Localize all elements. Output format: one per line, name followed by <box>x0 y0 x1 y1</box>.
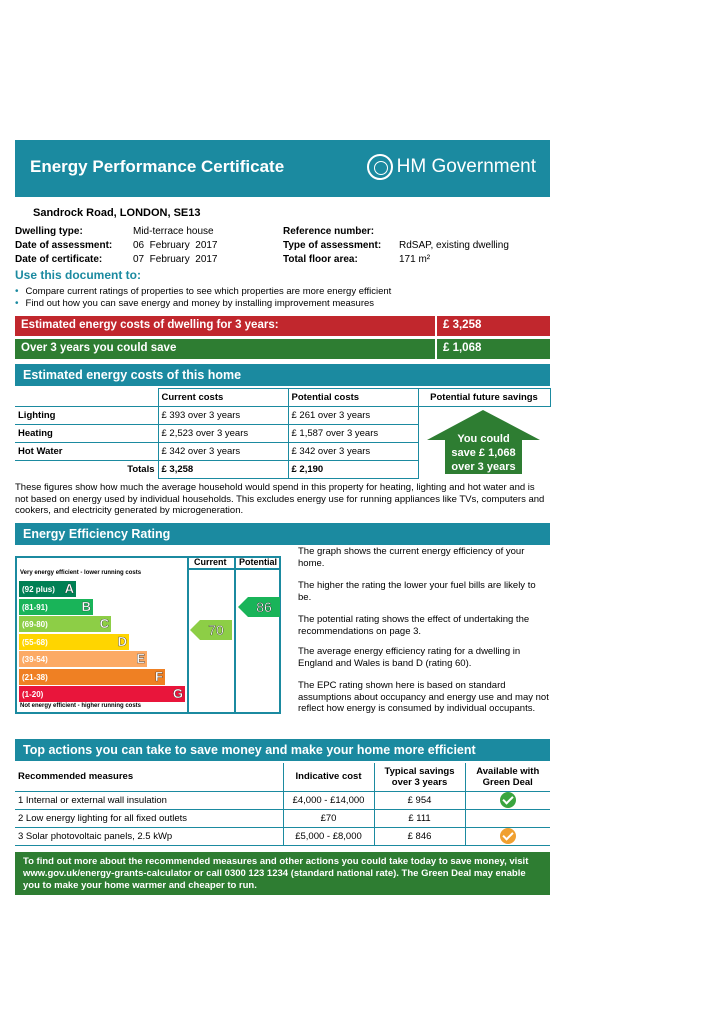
reference-label: Reference number: <box>283 226 375 237</box>
eer-section-title: Energy Efficiency Rating <box>15 523 550 545</box>
header-green-deal: Available with Green Deal <box>465 763 550 791</box>
dwelling-type-label: Dwelling type: <box>15 226 83 237</box>
eer-band-f: (21-38) F <box>19 669 165 685</box>
eer-band-g: (1-20) G <box>19 686 185 702</box>
header-measures: Recommended measures <box>15 763 283 791</box>
epc-header <box>15 140 550 197</box>
eer-text: The higher the rating the lower your fuel bills are likely to be. <box>298 580 536 603</box>
eer-potential-header: Potential <box>239 557 278 567</box>
bullet-icon: • <box>15 286 19 297</box>
header-current: Current costs <box>158 389 288 407</box>
savings-bar: Over 3 years you could save £ 1,068 <box>15 339 550 359</box>
table-row: 3 Solar photovoltaic panels, 2.5 kWp £5,000 - £8,000 £ 846 <box>15 827 550 845</box>
eer-band-c: (69-80) C <box>19 616 111 632</box>
header-cost: Indicative cost <box>283 763 374 791</box>
table-row: Hot Water £ 342 over 3 years £ 342 over 3 years <box>15 443 550 461</box>
eer-top-note: Very energy efficient - lower running costs <box>20 570 142 576</box>
list-item: • Compare current ratings of properties to see which properties are more energy efficient <box>15 286 392 297</box>
use-document-title: Use this document to: <box>15 268 142 282</box>
eer-text: The average energy efficiency rating for a dwelling in England and Wales is band D (rating 60). <box>298 646 521 669</box>
dwelling-type-value: Mid-terrace house <box>133 226 214 237</box>
table-row: 2 Low energy lighting for all fixed outlets £70 £ 111 <box>15 809 550 827</box>
property-address: Sandrock Road, LONDON, SE13 <box>33 207 201 219</box>
eer-current-value: 70 <box>208 622 224 638</box>
page-title: Energy Performance Certificate <box>30 157 285 176</box>
certificate-date-label: Date of certificate: <box>15 254 103 265</box>
hm-government-logo <box>367 154 536 180</box>
eer-potential-marker <box>238 597 280 617</box>
costs-note: These figures show how much the average household would spend in this property for heating, lighting and hot water and is not based on energy used by individual households. This excludes energy use for running appliances like TVs, computers and cookers, and electricity generated by microgeneration. <box>15 482 545 516</box>
costs-section-title: Estimated energy costs of this home <box>15 364 550 386</box>
green-deal-tick-icon <box>500 828 516 844</box>
floor-area-value: 171 m² <box>399 254 431 265</box>
table-row: Heating £ 2,523 over 3 years £ 1,587 over 3 years <box>15 425 550 443</box>
certificate-date-value: 07 February 2017 <box>133 254 218 265</box>
eer-potential-value: 86 <box>256 599 272 615</box>
header-future: Potential future savings <box>418 389 550 407</box>
eer-band-e: (39-54) E <box>19 651 147 667</box>
header-savings: Typical savings over 3 years <box>374 763 465 791</box>
green-deal-tick-icon <box>500 792 516 808</box>
assessment-date-label: Date of assessment: <box>15 240 113 251</box>
eer-current-header: Current <box>194 557 227 567</box>
eer-current-marker <box>190 620 232 640</box>
actions-table <box>15 763 550 846</box>
eer-text: The EPC rating shown here is based on standard assumptions about occupancy and energy use and may not reflect how energy is consumed by individual occupants. <box>298 680 549 714</box>
savings-arrow-text: You could save £ 1,068 over 3 years <box>451 433 516 473</box>
crown-crest-icon <box>367 154 393 180</box>
footer-info: To find out more about the recommended measures and other actions you could take today to save money, visit www.gov.uk/energy-grants-calculator or call 0300 123 1234 (standard national rate). The Green Deal may enable you to make your home warmer and cheaper to run. <box>15 852 550 895</box>
assessment-type-label: Type of assessment: <box>283 240 382 251</box>
header-potential: Potential costs <box>288 389 418 407</box>
eer-bottom-note: Not energy efficient - higher running costs <box>20 703 142 709</box>
floor-area-label: Total floor area: <box>283 254 358 265</box>
assessment-type-value: RdSAP, existing dwelling <box>399 240 509 251</box>
actions-section-title: Top actions you can take to save money and make your home more efficient <box>15 739 550 761</box>
estimated-cost-bar: Estimated energy costs of dwelling for 3 years: £ 3,258 <box>15 316 550 336</box>
table-row: Lighting £ 393 over 3 years £ 261 over 3 years <box>15 407 550 425</box>
eer-band-d: (55-68) D <box>19 634 129 650</box>
eer-band-a: (92 plus) A <box>19 581 76 597</box>
eer-band-b: (81-91) B <box>19 599 93 615</box>
assessment-date-value: 06 February 2017 <box>133 240 218 251</box>
table-row: Totals £ 3,258 £ 2,190 <box>15 461 550 479</box>
gov-name: HM Government <box>396 156 536 177</box>
list-item: • Find out how you can save energy and money by installing improvement measures <box>15 298 375 309</box>
bullet-icon: • <box>15 298 19 309</box>
eer-text: The potential rating shows the effect of undertaking the recommendations on page 3. <box>298 614 530 637</box>
eer-text: The graph shows the current energy efficiency of your home. <box>298 546 525 569</box>
table-row: 1 Internal or external wall insulation £4,000 - £14,000 £ 954 <box>15 791 550 809</box>
